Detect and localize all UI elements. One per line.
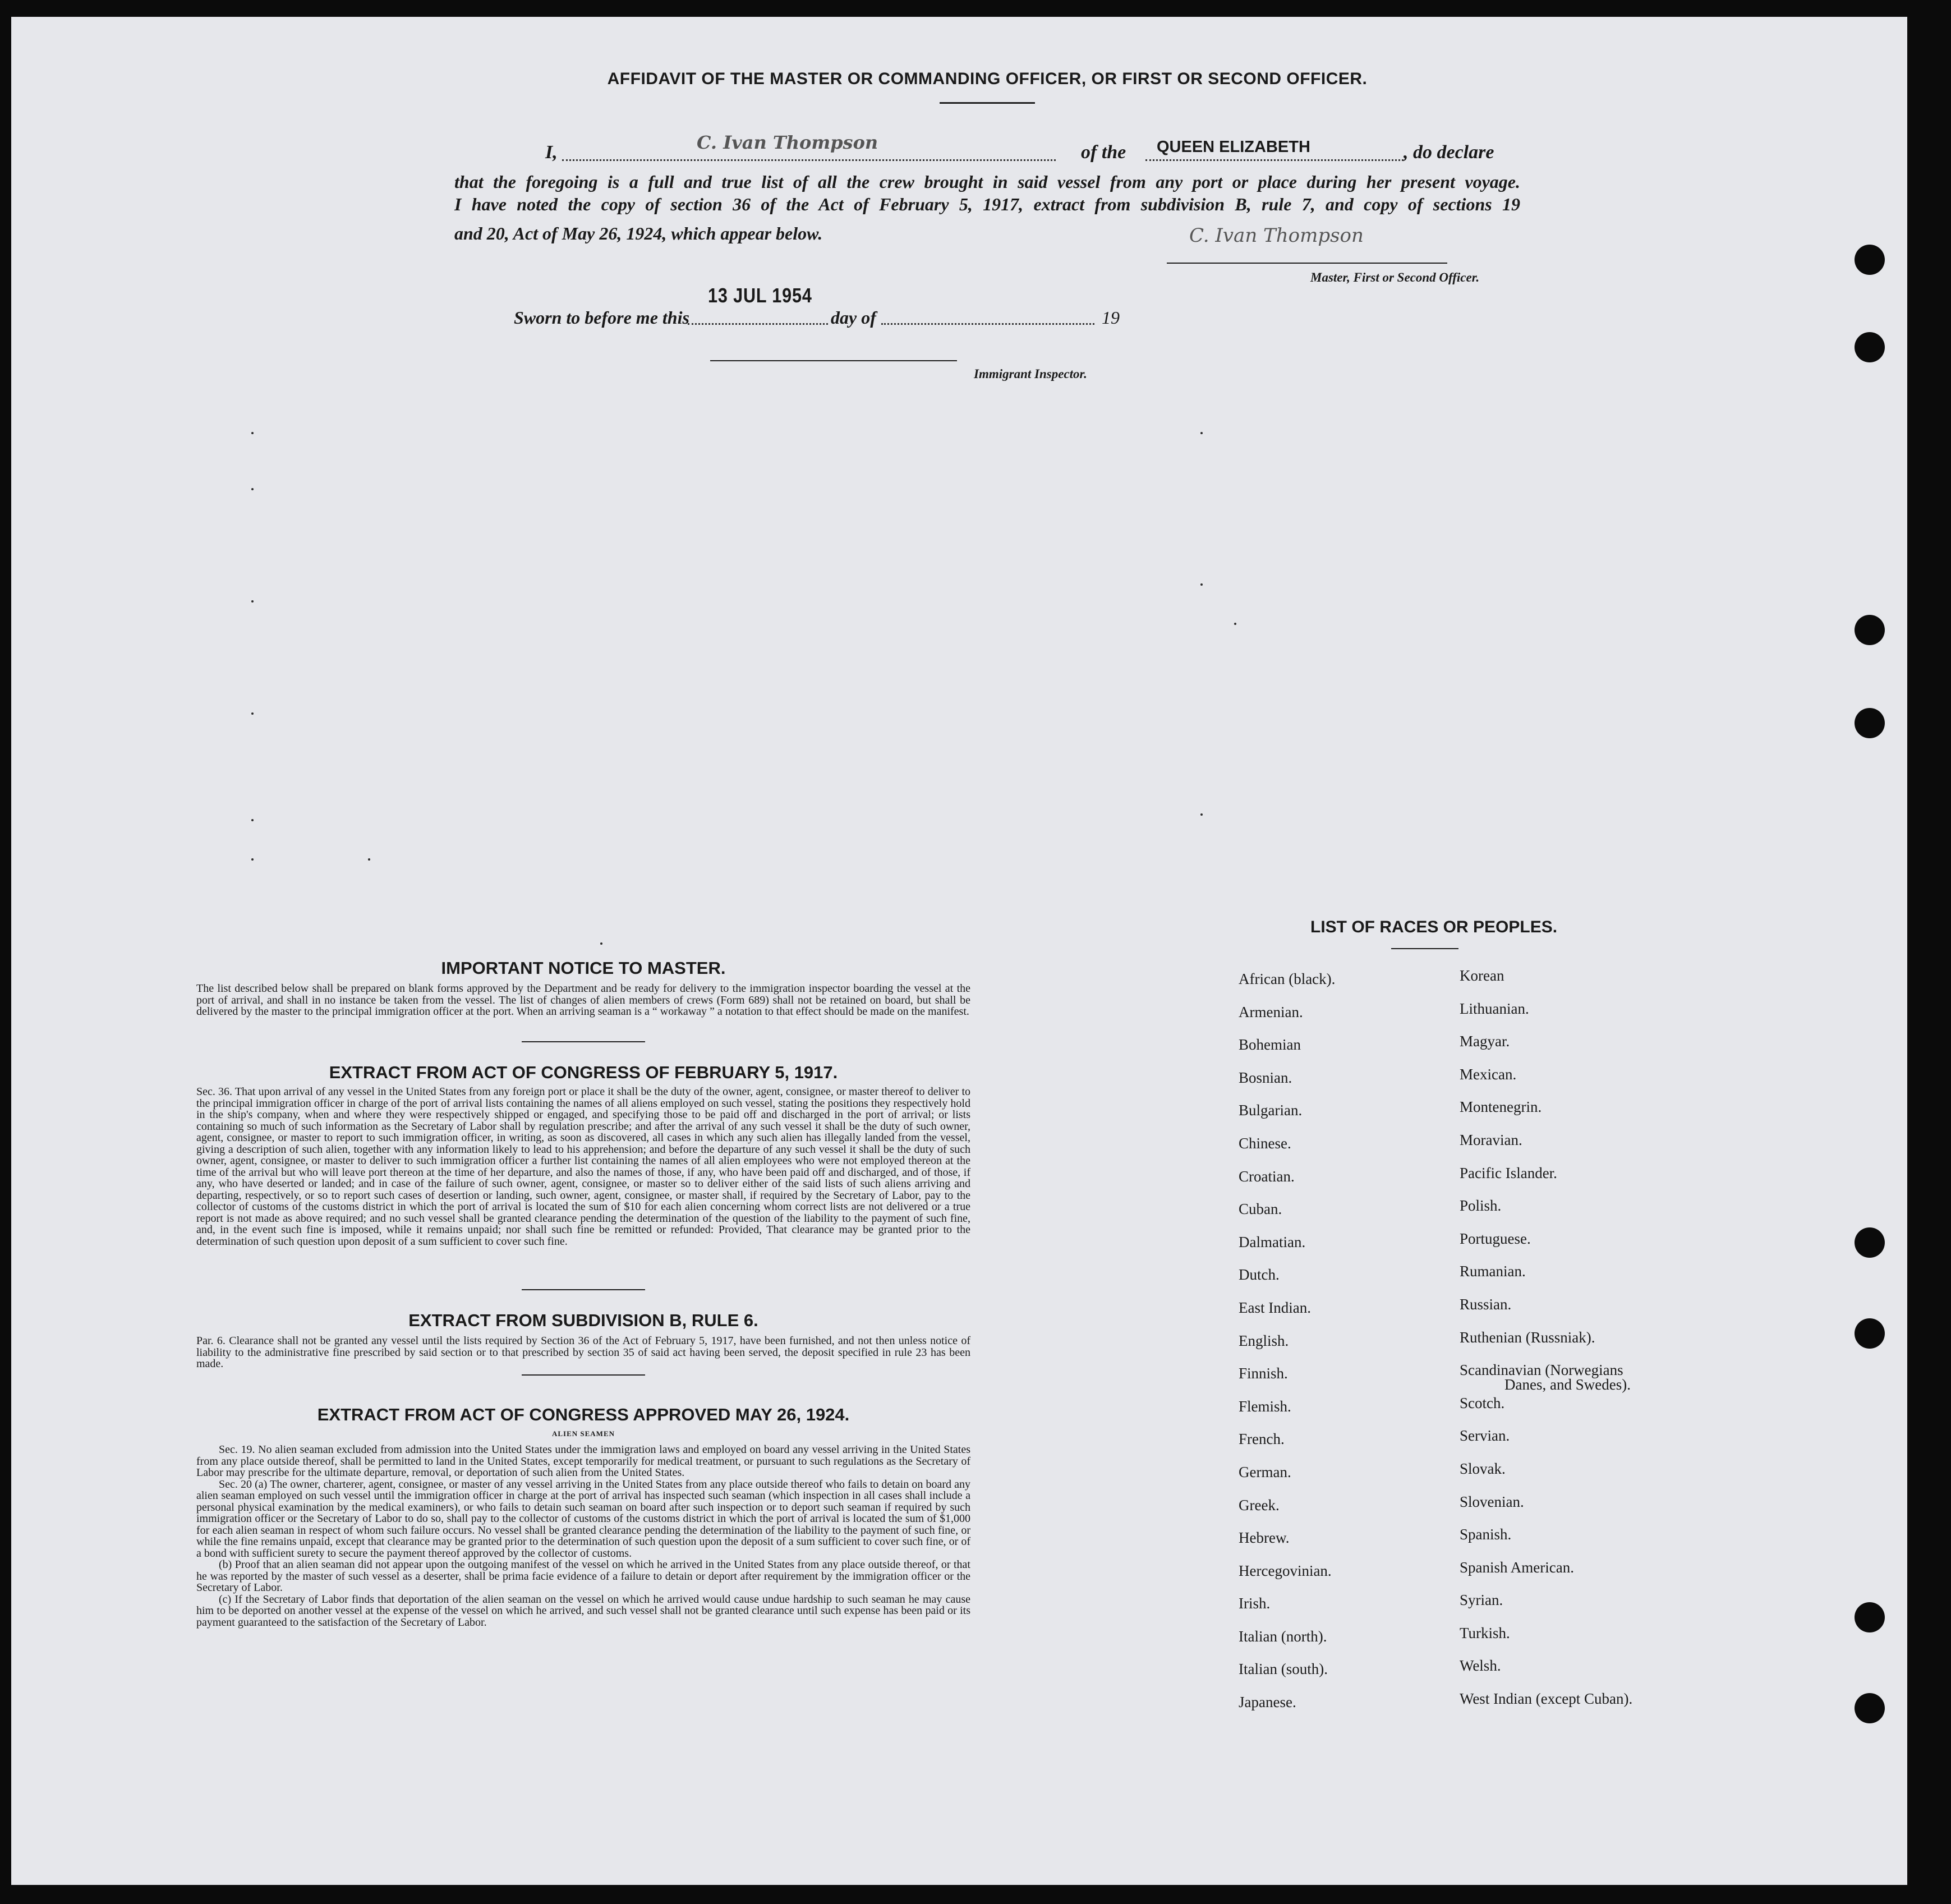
race-item: Pacific Islander. [1460,1164,1557,1181]
affidavit-line1 [545,132,1521,167]
form-dot [1200,813,1203,816]
race-item: Croatian. [1239,1167,1295,1185]
race-item: Hercegovinian. [1239,1562,1332,1579]
extract-1917-body: Sec. 36. That upon arrival of any vessel in the United States from any foreign port or place it shall be the duty of the owner, agent, consignee, or master thereof to deliver to the principal immigration officer in charge of the port of arrival lists containing the names of all aliens employed on such vessel, stating the positions they respectively hold in the ship's company, when and where they were respectively shipped or engaged, and specifying those to be paid off and discharged in the port of arrival; or lists containing so much of such information as the Secretary of Labor shall by regulation prescribe; and after the arrival of any such vessel it shall be the duty of such owner, agent, consignee, or master to report to such immigration officer, in writing, as soon as discovered, all cases in which any such alien has illegally landed from the vessel, giving a description of such alien, together with any information likely to lead to his apprehension; and before the departure of any such vessel it shall be the duty of such owner, agent, consignee, or master to deliver to such immigration officer a further list containing the names of all alien employees who were not employed thereon at the time of the arrival but who will leave port thereon at the time of her departure, and also the names of those, if any, who have been paid off and discharged, and of those, if any, who have deserted or landed; and in case of the failure of such owner, agent, consignee, or master so to deliver either of the said lists of such aliens arriving and departing, respectively, or so to report such cases of desertion or landing, such owner, agent, consignee, or master shall, if required by the Secretary of Labor, pay to the collector of customs of the customs district in which the port of arrival is located the sum of $10 for each alien concerning whom correct lists are not delivered or a true report is not made as above required; and no such vessel shall be granted clearance pending the determination of the question of the liability to the payment of such fine, and, in the event such fine is imposed, while it remains unpaid; nor shall such fine be remitted or refunded: Provided, That clearance may be granted prior to the determination of such question upon deposit of a sum sufficient to cover such fine. [196,1086,970,1248]
race-item-continuation: Danes, and Swedes). [1504,1376,1631,1393]
title-divider [940,102,1035,104]
race-item: English. [1239,1332,1289,1349]
section-20b-paragraph: (b) Proof that an alien seaman did not appear upon the outgoing manifest of the vessel on which he arrived in the United States from any place outside thereof, or that he was reported by the master of such vessel as a deserter, shall be prima facie evidence of a failure to detain or deport after requirement by the immigration officer or the Secretary of Labor. [196,1558,970,1594]
race-item: Lithuanian. [1460,1000,1529,1017]
races-left-column [1239,971,1441,1727]
race-item: Italian (south). [1239,1661,1328,1678]
rule6-divider [522,1374,645,1376]
race-item: Rumanian. [1460,1263,1526,1280]
race-item: Ruthenian (Russniak). [1460,1328,1595,1346]
races-title: LIST OF RACES OR PEOPLES. [1310,918,1558,936]
race-item: Spanish. [1460,1526,1512,1543]
race-item: West Indian (except Cuban). [1460,1690,1633,1708]
binder-hole [1855,1318,1885,1349]
binder-hole [1855,1602,1885,1632]
extract-1924-subtitle: ALIEN SEAMEN [551,1429,615,1438]
race-item: Italian (north). [1239,1627,1327,1645]
stamp-date: 13 JUL 1954 [708,284,812,307]
extract-1917-divider [522,1289,645,1290]
inspector-caption: Immigrant Inspector. [974,367,1087,381]
day-of-label: day of [831,307,876,328]
race-item: Syrian. [1460,1592,1503,1609]
race-item: Bulgarian. [1239,1102,1303,1119]
do-declare-label: , do declare [1404,142,1494,163]
form-dot [251,712,254,715]
rule6-body: Par. 6. Clearance shall not be granted any vessel until the lists required by Section 36 of the Act of February 5, 1917, have been furnished, and not then unless notice of liability to the administrative fine prescribed by said section or to that prescribed by section 35 of said act having been served, the deposit specified in rule 23 has been made. [196,1335,970,1370]
race-item: Russian. [1460,1295,1512,1313]
form-dot [251,858,254,861]
sworn-month-blank [881,323,1094,325]
binder-hole [1855,1227,1885,1258]
form-dot [1200,583,1203,586]
affidavit-line3: I have noted the copy of section 36 of the Act of February 5, 1917, extract from subdivision B, rule 7, and copy of sections 19 [454,194,1520,214]
sworn-line [514,303,1131,332]
races-divider [1391,948,1458,949]
vessel-name: QUEEN ELIZABETH [1157,138,1310,156]
race-item: Greek. [1239,1496,1280,1514]
form-dot [600,942,602,945]
race-item: East Indian. [1239,1299,1311,1316]
race-item: Dutch. [1239,1266,1280,1284]
form-dot [1234,623,1236,625]
race-item: Bohemian [1239,1036,1301,1054]
vessel-blank-line [1145,159,1404,161]
race-item: Finnish. [1239,1365,1288,1382]
race-item: French. [1239,1431,1285,1448]
extract-1917-title: EXTRACT FROM ACT OF CONGRESS OF FEBRUARY 5, 1917. [329,1063,838,1082]
race-item: German. [1239,1463,1291,1480]
race-item: Spanish American. [1460,1558,1574,1576]
binder-hole [1855,615,1885,645]
race-item: Irish. [1239,1595,1271,1612]
race-item: Slovak. [1460,1460,1506,1477]
form-dot [368,858,370,861]
rule6-title: EXTRACT FROM SUBDIVISION B, RULE 6. [408,1310,758,1330]
race-item: Turkish. [1460,1624,1510,1641]
race-item: Armenian. [1239,1003,1303,1020]
race-item: Scotch. [1460,1394,1505,1411]
i-label: I, [545,142,558,163]
extract-1924-title: EXTRACT FROM ACT OF CONGRESS APPROVED MAY 26, 1924. [317,1405,850,1424]
race-item: Polish. [1460,1197,1502,1215]
form-dot [251,819,254,821]
race-item: Mexican. [1460,1065,1517,1083]
section-19-paragraph: Sec. 19. No alien seaman excluded from admission into the United States under the immigration laws and employed on board any vessel arriving in the United States from any place outside thereof, shall be permitted to land in the United States, except temporarily for medical treatment, or pursuant to such regulations as the Secretary of Labor may prescribe for the ultimate departure, removal, or deportation of such alien from the United States. [196,1443,970,1479]
binder-hole [1855,1693,1885,1723]
section-20a-paragraph: Sec. 20 (a) The owner, charterer, agent, consignee, or master of any vessel arriving in the United States from any place outside thereof who fails to detain on board any alien seaman employed on such vessel until the immigration officer in charge at the port of arrival has inspected such seaman (which inspection in all cases shall include a personal physical examination by the medical examiners), or who fails to detain such seaman on board after such inspection or to deport such seaman if required by such immigration officer or the Secretary of Labor to do so, shall pay to the collector of customs of the customs district in which the port of arrival is located the sum of $1,000 for each alien seaman in respect of whom such failure occurs. No vessel shall be granted clearance pending the determination of the liability to the payment of such fine, or while the fine remains unpaid, except that clearance may be granted prior to the determination of such question upon the deposit of a sum sufficient to cover such fine, or of a bond with sufficient surety to secure the payment thereof approved by the collector of customs. [196,1478,970,1560]
form-dot [251,488,254,490]
race-item: Moravian. [1460,1131,1522,1148]
race-item: Japanese. [1239,1694,1296,1711]
race-item: Bosnian. [1239,1069,1292,1086]
of-the-label: of the [1081,142,1126,163]
signature-line [1167,263,1447,264]
race-item: Korean [1460,967,1504,984]
race-item: Montenegrin. [1460,1098,1542,1116]
form-dot [251,432,254,434]
form-dot [1200,432,1203,434]
affidavit-line2: that the foregoing is a full and true list of all the crew brought in said vessel from any port or place during her present voyage. [454,172,1520,192]
binder-hole [1855,708,1885,738]
race-item: Servian. [1460,1427,1510,1445]
race-item: Portuguese. [1460,1230,1531,1247]
race-item: Cuban. [1239,1201,1282,1218]
race-item: Dalmatian. [1239,1233,1306,1250]
binder-hole [1855,332,1885,362]
signature-caption: Master, First or Second Officer. [1310,270,1480,284]
notice-body: The list described below shall be prepared on blank forms approved by the Department and be ready for delivery to the immigration inspector boarding the vessel at the port of arrival, and shall in no instance be taken from the vessel. The list of changes of alien members of crews (Form 689) shall not be retained on board, but shall be delivered by the master to the principal immigration officer at the port. When an arriving seaman is a “ workaway ” a notation to that effect should be made on the manifest. [196,982,970,1018]
race-item: African (black). [1239,971,1336,987]
race-item: Scandinavian (Norwegians [1460,1362,1623,1379]
sworn-day-blank [688,323,828,325]
name-blank-line [562,159,1056,161]
race-item: Magyar. [1460,1033,1510,1050]
inspector-line [710,360,957,361]
sworn-label: Sworn to before me this [514,307,689,328]
race-item: Slovenian. [1460,1493,1524,1510]
race-item: Chinese. [1239,1134,1291,1152]
races-right-column [1460,967,1774,1723]
section-20c-paragraph: (c) If the Secretary of Labor finds that deportation of the alien seaman on the vessel on which he arrived would cause undue hardship to such seaman he may cause him to be deported on another vessel at the expense of the vessel on which he arrived, and such vessel shall not be granted clearance until such expense has been paid or its payment guaranteed to the satisfaction of the Secretary of Labor. [196,1593,970,1629]
year-label: 19 [1102,307,1120,328]
officer-signature: C. Ivan Thompson [697,132,878,153]
form-dot [251,600,254,603]
affidavit-title: AFFIDAVIT OF THE MASTER OR COMMANDING OFFICER, OR FIRST OR SECOND OFFICER. [607,70,1368,88]
race-item: Hebrew. [1239,1529,1290,1547]
race-item: Welsh. [1460,1657,1501,1675]
notice-divider [522,1041,645,1042]
master-signature: C. Ivan Thompson [1189,224,1364,247]
race-item-scandinavian [1460,1362,1774,1395]
affidavit-line4: and 20, Act of May 26, 1924, which appear below. [454,223,823,243]
race-item: Flemish. [1239,1397,1291,1415]
binder-hole [1855,245,1885,275]
notice-title: IMPORTANT NOTICE TO MASTER. [441,958,726,978]
extract-1924-body [196,1444,970,1628]
